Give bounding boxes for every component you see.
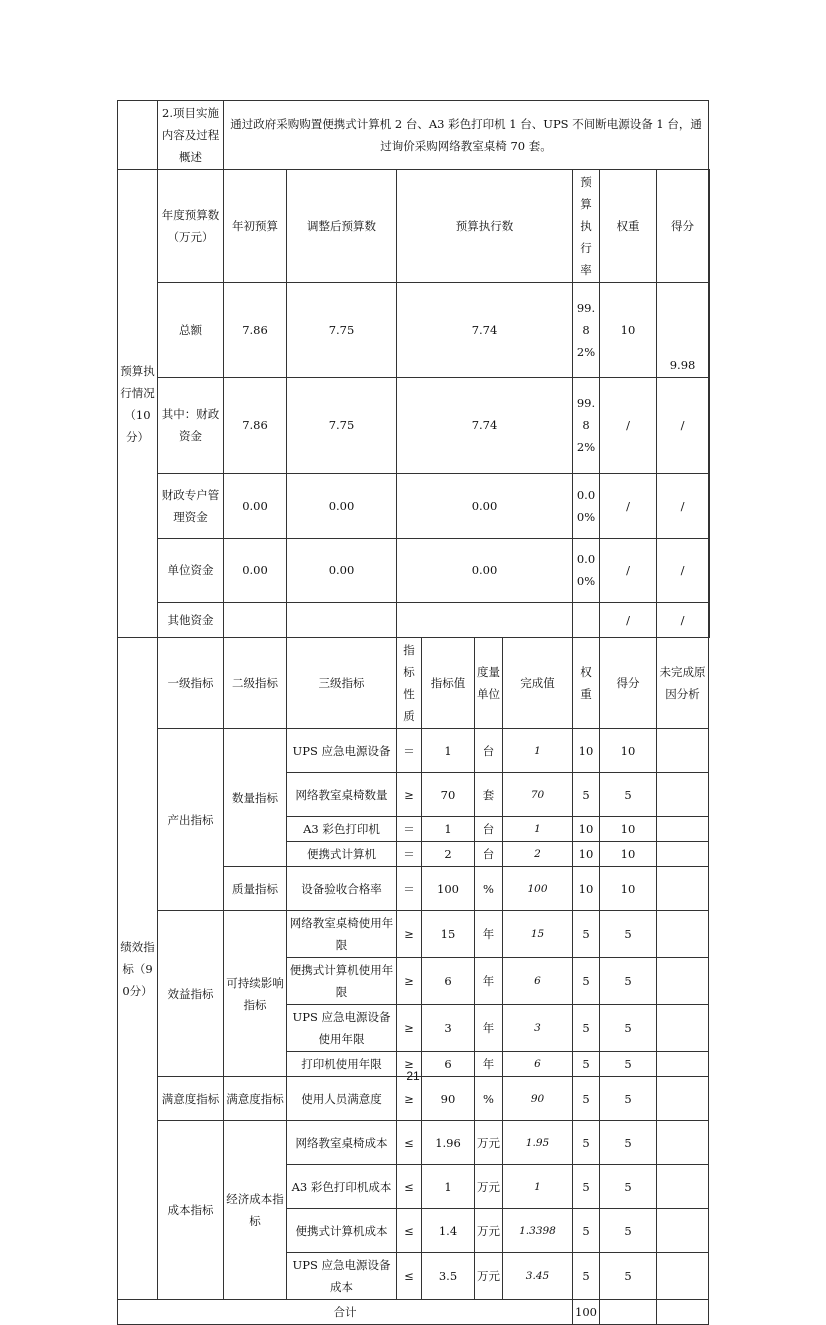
indicator-weight: 5: [573, 958, 600, 1005]
indicator-target: 6: [422, 1052, 475, 1077]
indicator-reason: [657, 911, 709, 958]
budget-row-initial: 7.86: [224, 378, 287, 473]
indicator-done: 1.3398: [503, 1209, 573, 1253]
budget-row-rate: 0.00%: [573, 538, 600, 603]
indicator-unit: 台: [475, 842, 503, 867]
indicator-target: 90: [422, 1077, 475, 1121]
total-reason: [657, 1300, 709, 1325]
indicator-target: 6: [422, 958, 475, 1005]
budget-row-weight: /: [600, 538, 657, 603]
indicator-score: 5: [600, 773, 657, 817]
indicator-reason: [657, 1165, 709, 1209]
total-label: 合计: [118, 1300, 573, 1325]
budget-header-initial: 年初预算: [224, 170, 287, 283]
level2-sustain: 可持续影响指标: [224, 911, 287, 1077]
indicator-op: ≥: [397, 911, 422, 958]
indicator-target: 1: [422, 729, 475, 773]
indicator-done: 3: [503, 1005, 573, 1052]
indicator-target: 1: [422, 817, 475, 842]
indicator-done: 15: [503, 911, 573, 958]
indicator-name: 打印机使用年限: [287, 1052, 397, 1077]
indicator-name: UPS 应急电源设备: [287, 729, 397, 773]
indicator-reason: [657, 1005, 709, 1052]
indicator-weight: 5: [573, 911, 600, 958]
indicator-unit: 年: [475, 1052, 503, 1077]
indicator-score: 5: [600, 1052, 657, 1077]
indicator-reason: [657, 773, 709, 817]
indicator-weight: 5: [573, 1052, 600, 1077]
indicator-score: 5: [600, 1253, 657, 1300]
indicator-target: 1.4: [422, 1209, 475, 1253]
budget-row-executed: 0.00: [397, 538, 573, 603]
indicator-score: 10: [600, 729, 657, 773]
indicator-score: 10: [600, 842, 657, 867]
page-number: 21: [406, 1069, 420, 1083]
indicator-score: 5: [600, 911, 657, 958]
perf-header-reason: 未完成原因分析: [657, 638, 709, 729]
indicator-weight: 10: [573, 842, 600, 867]
indicator-score: 5: [600, 1121, 657, 1165]
perf-header-nature: 指标性质: [397, 638, 422, 729]
indicator-target: 2: [422, 842, 475, 867]
indicator-target: 70: [422, 773, 475, 817]
indicator-op: ≤: [397, 1209, 422, 1253]
project-content-text: 通过政府采购购置便携式计算机 2 台、A3 彩色打印机 1 台、UPS 不间断电源设备 1 台，通过询价采购网络教室桌椅 70 套。: [224, 101, 709, 170]
indicator-op: ＝: [397, 817, 422, 842]
budget-header-annual: 年度预算数（万元）: [158, 170, 224, 283]
indicator-weight: 10: [573, 729, 600, 773]
indicator-op: ≥: [397, 1077, 422, 1121]
blank-section-cell: [118, 101, 158, 170]
budget-row-rate: [573, 603, 600, 638]
indicator-name: 使用人员满意度: [287, 1077, 397, 1121]
indicator-name: 网络教室桌椅数量: [287, 773, 397, 817]
indicator-unit: 年: [475, 1005, 503, 1052]
indicator-unit: 台: [475, 729, 503, 773]
indicator-weight: 5: [573, 1121, 600, 1165]
perf-header-level2: 二级指标: [224, 638, 287, 729]
budget-row-name: 财政专户管理资金: [158, 473, 224, 538]
level1-satisfaction: 满意度指标: [158, 1077, 224, 1121]
indicator-target: 3.5: [422, 1253, 475, 1300]
budget-header-rate: 预算执行率: [573, 170, 600, 283]
indicator-weight: 5: [573, 1209, 600, 1253]
indicator-score: 5: [600, 1077, 657, 1121]
indicator-op: ≥: [397, 958, 422, 1005]
budget-row-weight: 10: [600, 283, 657, 378]
budget-section-label: 预算执行情况（10分）: [118, 170, 158, 638]
total-weight: 100: [573, 1300, 600, 1325]
budget-row-adjusted: 7.75: [287, 378, 397, 473]
indicator-reason: [657, 817, 709, 842]
project-content-label: 2.项目实施内容及过程概述: [158, 101, 224, 170]
indicator-score: 10: [600, 867, 657, 911]
indicator-weight: 5: [573, 1253, 600, 1300]
budget-row-executed: 7.74: [397, 283, 573, 378]
indicator-target: 1.96: [422, 1121, 475, 1165]
indicator-score: 10: [600, 817, 657, 842]
indicator-unit: 套: [475, 773, 503, 817]
indicator-name: 便携式计算机成本: [287, 1209, 397, 1253]
budget-row-adjusted: 0.00: [287, 473, 397, 538]
indicator-target: 1: [422, 1165, 475, 1209]
indicator-unit: 台: [475, 817, 503, 842]
budget-row-executed: [397, 603, 573, 638]
budget-row-score: /: [657, 378, 709, 473]
indicator-reason: [657, 1121, 709, 1165]
indicator-target: 15: [422, 911, 475, 958]
indicator-weight: 5: [573, 773, 600, 817]
indicator-unit: 万元: [475, 1209, 503, 1253]
indicator-done: 2: [503, 842, 573, 867]
budget-header-adjusted: 调整后预算数: [287, 170, 397, 283]
budget-row-score: /: [657, 473, 709, 538]
indicator-name: UPS 应急电源设备使用年限: [287, 1005, 397, 1052]
indicator-reason: [657, 1077, 709, 1121]
indicator-target: 100: [422, 867, 475, 911]
indicator-unit: 年: [475, 958, 503, 1005]
indicator-unit: %: [475, 867, 503, 911]
indicator-op: ≥: [397, 1005, 422, 1052]
indicator-reason: [657, 867, 709, 911]
indicator-done: 90: [503, 1077, 573, 1121]
budget-row-score: 9.98: [657, 283, 709, 378]
indicator-name: 网络教室桌椅使用年限: [287, 911, 397, 958]
indicator-name: A3 彩色打印机成本: [287, 1165, 397, 1209]
budget-row-rate: 99.82%: [573, 378, 600, 473]
indicator-op: ≤: [397, 1165, 422, 1209]
indicator-score: 5: [600, 1209, 657, 1253]
perf-header-unit: 度量单位: [475, 638, 503, 729]
indicator-unit: 年: [475, 911, 503, 958]
indicator-op: ≤: [397, 1253, 422, 1300]
budget-row-score: /: [657, 538, 709, 603]
indicator-name: A3 彩色打印机: [287, 817, 397, 842]
perf-header-level1: 一级指标: [158, 638, 224, 729]
indicator-name: 便携式计算机使用年限: [287, 958, 397, 1005]
budget-row-executed: 0.00: [397, 473, 573, 538]
budget-row-executed: 7.74: [397, 378, 573, 473]
budget-row-score: /: [657, 603, 709, 638]
perf-section-label: 绩效指标（90分）: [118, 638, 158, 1300]
indicator-done: 1: [503, 729, 573, 773]
indicator-done: 6: [503, 1052, 573, 1077]
indicator-done: 3.45: [503, 1253, 573, 1300]
level2-quantity: 数量指标: [224, 729, 287, 867]
budget-row-weight: /: [600, 603, 657, 638]
perf-header-done: 完成值: [503, 638, 573, 729]
indicator-weight: 10: [573, 817, 600, 842]
budget-row-initial: 0.00: [224, 538, 287, 603]
indicator-score: 5: [600, 958, 657, 1005]
level2-quality: 质量指标: [224, 867, 287, 911]
budget-row-initial: 7.86: [224, 283, 287, 378]
indicator-done: 1.95: [503, 1121, 573, 1165]
indicator-done: 1: [503, 1165, 573, 1209]
indicator-done: 1: [503, 817, 573, 842]
level1-benefit: 效益指标: [158, 911, 224, 1077]
budget-row-initial: [224, 603, 287, 638]
budget-row-name: 其中：财政资金: [158, 378, 224, 473]
budget-row-adjusted: [287, 603, 397, 638]
indicator-name: 设备验收合格率: [287, 867, 397, 911]
indicator-unit: 万元: [475, 1165, 503, 1209]
budget-row-adjusted: 7.75: [287, 283, 397, 378]
indicator-unit: 万元: [475, 1121, 503, 1165]
level1-output: 产出指标: [158, 729, 224, 911]
budget-header-score: 得分: [657, 170, 709, 283]
indicator-reason: [657, 1209, 709, 1253]
indicator-op: ＝: [397, 842, 422, 867]
budget-row-name: 单位资金: [158, 538, 224, 603]
perf-header-target: 指标值: [422, 638, 475, 729]
performance-report-table: [117, 100, 710, 1325]
budget-header-weight: 权重: [600, 170, 657, 283]
indicator-reason: [657, 1253, 709, 1300]
budget-row-rate: 0.00%: [573, 473, 600, 538]
indicator-score: 5: [600, 1165, 657, 1209]
indicator-target: 3: [422, 1005, 475, 1052]
indicator-unit: 万元: [475, 1253, 503, 1300]
indicator-weight: 10: [573, 867, 600, 911]
budget-row-rate: 99.82%: [573, 283, 600, 378]
indicator-reason: [657, 958, 709, 1005]
budget-row-name: 其他资金: [158, 603, 224, 638]
indicator-done: 100: [503, 867, 573, 911]
indicator-name: 网络教室桌椅成本: [287, 1121, 397, 1165]
indicator-reason: [657, 842, 709, 867]
level2-economic: 经济成本指标: [224, 1121, 287, 1300]
budget-row-weight: /: [600, 473, 657, 538]
total-score: [600, 1300, 657, 1325]
perf-header-level3: 三级指标: [287, 638, 397, 729]
level2-satisfaction: 满意度指标: [224, 1077, 287, 1121]
indicator-op: ≥: [397, 1052, 422, 1077]
indicator-reason: [657, 729, 709, 773]
indicator-op: ＝: [397, 867, 422, 911]
budget-row-weight: /: [600, 378, 657, 473]
indicator-unit: %: [475, 1077, 503, 1121]
indicator-weight: 5: [573, 1165, 600, 1209]
level1-cost: 成本指标: [158, 1121, 224, 1300]
perf-header-weight: 权重: [573, 638, 600, 729]
indicator-op: ＝: [397, 729, 422, 773]
indicator-done: 6: [503, 958, 573, 1005]
indicator-name: 便携式计算机: [287, 842, 397, 867]
budget-header-reason: [709, 170, 710, 283]
indicator-score: 5: [600, 1005, 657, 1052]
budget-row-adjusted: 0.00: [287, 538, 397, 603]
indicator-weight: 5: [573, 1005, 600, 1052]
indicator-weight: 5: [573, 1077, 600, 1121]
indicator-op: ≥: [397, 773, 422, 817]
budget-row-initial: 0.00: [224, 473, 287, 538]
indicator-done: 70: [503, 773, 573, 817]
budget-reason: [709, 283, 710, 638]
indicator-name: UPS 应急电源设备成本: [287, 1253, 397, 1300]
budget-header-executed: 预算执行数: [397, 170, 573, 283]
perf-header-score: 得分: [600, 638, 657, 729]
indicator-op: ≤: [397, 1121, 422, 1165]
budget-row-name: 总额: [158, 283, 224, 378]
